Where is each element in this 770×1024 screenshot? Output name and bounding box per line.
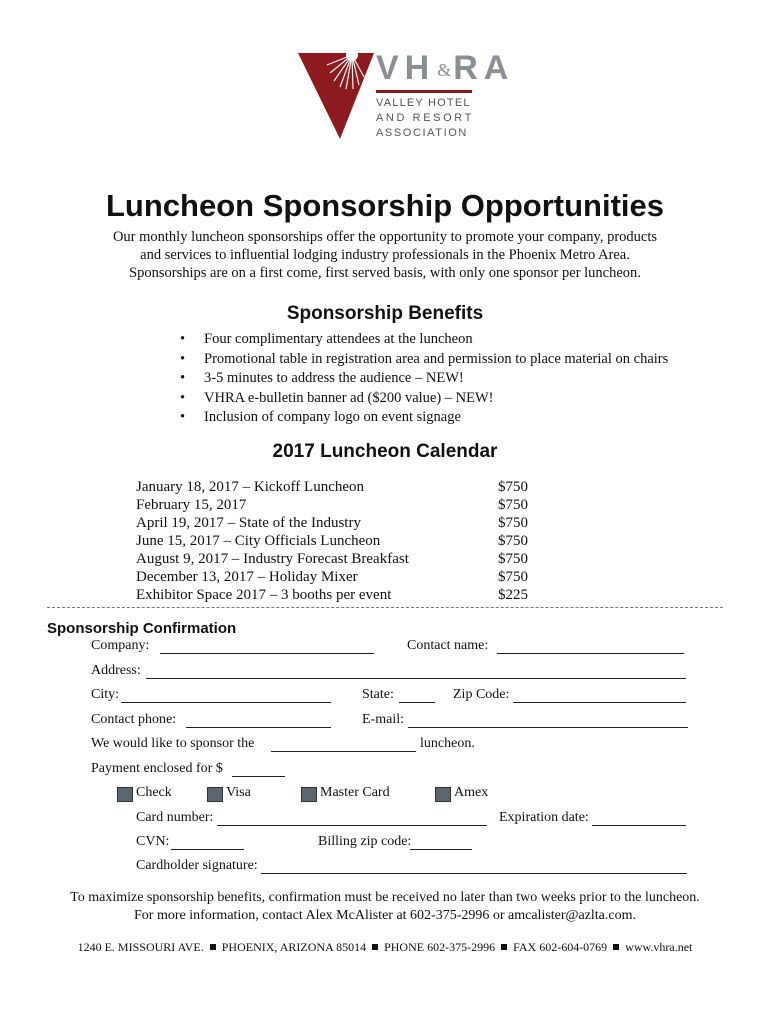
bullet-icon: •: [180, 331, 186, 347]
card-number-label: Card number:: [136, 810, 214, 825]
list-item: • 3-5 minutes to address the audience – NEW!: [180, 369, 668, 389]
check-label: Check: [136, 785, 172, 800]
billing-zip-field[interactable]: [410, 835, 472, 850]
calendar-price: $750: [498, 551, 528, 567]
calendar-row: [136, 550, 536, 568]
footer-city: PHOENIX, ARIZONA 85014: [221, 940, 367, 954]
calendar-event: February 15, 2017: [136, 497, 247, 513]
amex-label: Amex: [454, 785, 489, 800]
calendar-row: [136, 496, 536, 514]
contact-name-label: Contact name:: [407, 638, 489, 653]
calendar-row: [136, 478, 536, 496]
confirmation-heading: Sponsorship Confirmation: [47, 620, 237, 637]
calendar-event: April 19, 2017 – State of the Industry: [136, 515, 361, 531]
intro-line: Our monthly luncheon sponsorships offer the opportunity to promote your company, products: [112, 229, 658, 245]
footer-address: 1240 E. MISSOURI AVE.: [77, 940, 204, 954]
list-item: • Four complimentary attendees at the luncheon: [180, 330, 668, 350]
address-label: Address:: [91, 663, 141, 678]
calendar-event: December 13, 2017 – Holiday Mixer: [136, 569, 358, 585]
amex-checkbox[interactable]: [435, 787, 451, 802]
calendar-row: [136, 514, 536, 532]
calendar-event: January 18, 2017 – Kickoff Luncheon: [136, 479, 365, 495]
expiration-label: Expiration date:: [499, 810, 589, 825]
intro-paragraph: [60, 228, 710, 282]
luncheon-choice-field[interactable]: [271, 737, 416, 752]
payment-amount-field[interactable]: [232, 762, 285, 777]
vhra-logo: [296, 47, 515, 142]
bullet-icon: •: [180, 350, 186, 367]
logo-wordmark: VH &RA: [376, 49, 515, 87]
intro-line: and services to influential lodging industry professionals in the Phoenix Metro Area.: [140, 247, 630, 263]
address-field[interactable]: [146, 664, 686, 679]
calendar-row: [136, 568, 536, 586]
benefits-list: [180, 330, 668, 428]
square-separator-icon: [372, 944, 378, 950]
dashed-divider: [47, 607, 723, 608]
visa-label: Visa: [226, 785, 251, 800]
zip-label: Zip Code:: [453, 687, 510, 702]
list-item: • Promotional table in registration area and permission to place material on chairs: [180, 350, 668, 370]
contact-phone-label: Contact phone:: [91, 712, 177, 727]
list-item: • Inclusion of company logo on event signage: [180, 408, 668, 428]
calendar-event: August 9, 2017 – Industry Forecast Breakfast: [136, 551, 409, 567]
calendar-heading: 2017 Luncheon Calendar: [272, 441, 498, 462]
visa-checkbox[interactable]: [207, 787, 223, 802]
state-field[interactable]: [399, 688, 435, 703]
signature-label: Cardholder signature:: [136, 858, 258, 873]
logo-rule: [376, 90, 472, 93]
square-separator-icon: [210, 944, 216, 950]
mastercard-label: Master Card: [320, 785, 390, 800]
email-field[interactable]: [408, 713, 688, 728]
list-item: • VHRA e-bulletin banner ad ($200 value) – NEW!: [180, 389, 668, 409]
bullet-icon: •: [180, 389, 186, 406]
mastercard-checkbox[interactable]: [301, 787, 317, 802]
calendar-price: $750: [498, 497, 528, 513]
intro-line: Sponsorships are on a first come, first served basis, with only one sponsor per luncheon.: [129, 265, 641, 281]
calendar-price: $750: [498, 479, 528, 495]
calendar-event: Exhibitor Space 2017 – 3 booths per event: [136, 587, 392, 603]
calendar-row: [136, 532, 536, 550]
city-field[interactable]: [121, 688, 331, 703]
sponsor-suffix-label: luncheon.: [420, 736, 475, 751]
calendar-price: $225: [498, 587, 528, 603]
email-label: E-mail:: [362, 712, 404, 727]
logo-line-1: VALLEY HOTEL: [376, 97, 471, 109]
calendar-price: $750: [498, 515, 528, 531]
benefits-heading: Sponsorship Benefits: [286, 303, 484, 324]
expiration-field[interactable]: [592, 811, 686, 826]
footer-website[interactable]: www.vhra.net: [625, 940, 693, 954]
cvn-label: CVN:: [136, 834, 170, 849]
logo-line-3: ASSOCIATION: [376, 127, 468, 139]
signature-field[interactable]: [261, 859, 687, 874]
calendar-row: [136, 586, 536, 604]
company-field[interactable]: [160, 639, 374, 654]
cvn-field[interactable]: [171, 835, 244, 850]
bullet-icon: •: [180, 370, 186, 387]
contact-name-field[interactable]: [497, 639, 684, 654]
footer-phone: PHONE 602-375-2996: [384, 940, 496, 954]
billing-zip-label: Billing zip code:: [318, 834, 412, 849]
square-separator-icon: [501, 944, 507, 950]
logo-line-2: AND RESORT: [376, 112, 474, 124]
footer: [0, 940, 770, 955]
sponsor-prefix-label: We would like to sponsor the: [91, 736, 255, 751]
deadline-line: To maximize sponsorship benefits, confirmation must be received no later than two weeks prior to the luncheon.: [70, 890, 700, 905]
calendar-price: $750: [498, 533, 528, 549]
deadline-notice: [0, 889, 770, 925]
state-label: State:: [362, 687, 394, 702]
page-title: Luncheon Sponsorship Opportunities: [106, 188, 664, 223]
payment-label: Payment enclosed for $: [91, 761, 223, 776]
square-separator-icon: [613, 944, 619, 950]
zip-field[interactable]: [513, 688, 686, 703]
company-label: Company:: [91, 638, 150, 653]
calendar-price: $750: [498, 569, 528, 585]
footer-fax: FAX 602-604-0769: [513, 940, 608, 954]
calendar-list: [136, 478, 536, 604]
contact-phone-field[interactable]: [186, 713, 331, 728]
logo-triangle-mark: [296, 47, 376, 142]
check-checkbox[interactable]: [117, 787, 133, 802]
city-label: City:: [91, 687, 120, 702]
card-number-field[interactable]: [217, 811, 487, 826]
calendar-event: June 15, 2017 – City Officials Luncheon: [136, 533, 381, 549]
bullet-icon: •: [180, 409, 186, 426]
contact-info-line: For more information, contact Alex McAlister at 602-375-2996 or amcalister@azlta.com.: [134, 908, 636, 923]
